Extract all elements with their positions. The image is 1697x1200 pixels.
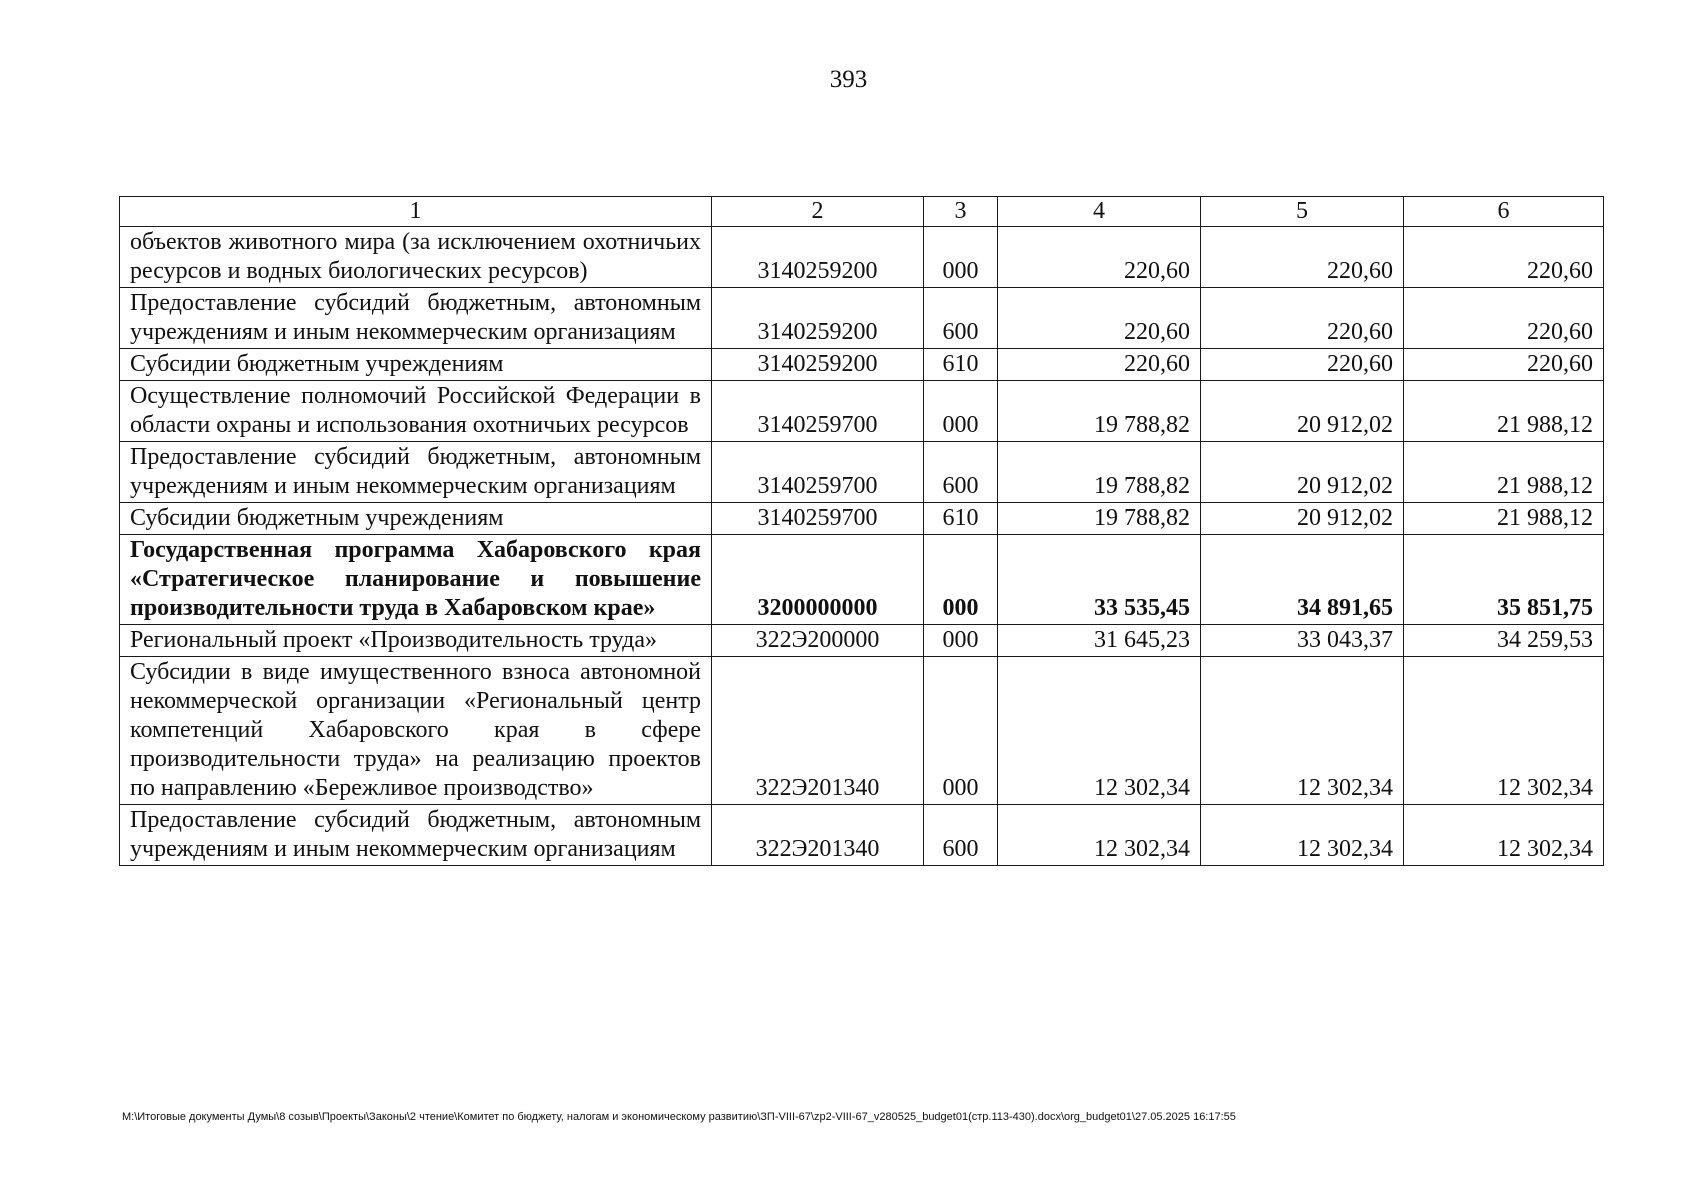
table-header-row: [120, 197, 1604, 227]
row-value-5: 34 891,65: [1201, 535, 1404, 625]
row-name: Предоставление субсидий бюджетным, автономным учреждениям и иным некоммерческим организациям: [120, 442, 712, 503]
row-value-5: 220,60: [1201, 227, 1404, 288]
row-value-5: 12 302,34: [1201, 805, 1404, 866]
row-code: 3140259200: [712, 349, 924, 381]
row-value-4: 12 302,34: [998, 657, 1201, 805]
row-value-4: 19 788,82: [998, 503, 1201, 535]
row-value-6: 220,60: [1404, 227, 1604, 288]
table-row: [120, 657, 1604, 805]
row-value-6: 12 302,34: [1404, 805, 1604, 866]
row-value-6: 21 988,12: [1404, 503, 1604, 535]
page-number: 393: [829, 66, 868, 93]
table-row: [120, 288, 1604, 349]
row-code: 322Э201340: [712, 657, 924, 805]
column-header: 5: [1201, 197, 1404, 227]
column-header: 6: [1404, 197, 1604, 227]
row-value-4: 12 302,34: [998, 805, 1201, 866]
row-name: Субсидии в виде имущественного взноса автономной некоммерческой организации «Региональный центр компетенций Хабаровского края в сфере производительности труда» на реализацию проектов по направлению «Бережливое производство»: [120, 657, 712, 805]
row-name: Региональный проект «Производительность труда»: [120, 625, 712, 657]
row-type: 600: [924, 288, 998, 349]
row-code: 3200000000: [712, 535, 924, 625]
row-value-4: 220,60: [998, 349, 1201, 381]
row-type: 600: [924, 442, 998, 503]
row-value-6: 21 988,12: [1404, 442, 1604, 503]
table-row: [120, 442, 1604, 503]
column-header: 4: [998, 197, 1201, 227]
row-value-6: 220,60: [1404, 349, 1604, 381]
column-header: 3: [924, 197, 998, 227]
row-name: Предоставление субсидий бюджетным, автономным учреждениям и иным некоммерческим организациям: [120, 288, 712, 349]
row-value-4: 33 535,45: [998, 535, 1201, 625]
row-type: 000: [924, 657, 998, 805]
table-row: [120, 349, 1604, 381]
row-name: Субсидии бюджетным учреждениям: [120, 349, 712, 381]
row-value-5: 12 302,34: [1201, 657, 1404, 805]
row-value-5: 220,60: [1201, 349, 1404, 381]
row-type: 600: [924, 805, 998, 866]
row-code: 3140259700: [712, 442, 924, 503]
row-name: Предоставление субсидий бюджетным, автономным учреждениям и иным некоммерческим организациям: [120, 805, 712, 866]
budget-table: [119, 196, 1604, 866]
row-value-6: 12 302,34: [1404, 657, 1604, 805]
table-row: [120, 503, 1604, 535]
table-row-program: [120, 535, 1604, 625]
row-value-6: 35 851,75: [1404, 535, 1604, 625]
row-value-4: 220,60: [998, 227, 1201, 288]
table-row: [120, 625, 1604, 657]
row-value-5: 220,60: [1201, 288, 1404, 349]
row-code: 322Э200000: [712, 625, 924, 657]
row-code: 3140259700: [712, 381, 924, 442]
row-value-6: 21 988,12: [1404, 381, 1604, 442]
row-name: Государственная программа Хабаровского края «Стратегическое планирование и повышение производительности труда в Хабаровском крае»: [120, 535, 712, 625]
row-type: 610: [924, 349, 998, 381]
row-value-6: 220,60: [1404, 288, 1604, 349]
row-name: Осуществление полномочий Российской Федерации в области охраны и использования охотничьих ресурсов: [120, 381, 712, 442]
table-row: [120, 381, 1604, 442]
row-value-4: 31 645,23: [998, 625, 1201, 657]
column-header: 1: [120, 197, 712, 227]
column-header: 2: [712, 197, 924, 227]
row-type: 000: [924, 535, 998, 625]
row-type: 000: [924, 381, 998, 442]
row-value-6: 34 259,53: [1404, 625, 1604, 657]
row-type: 000: [924, 625, 998, 657]
row-name: объектов животного мира (за исключением охотничьих ресурсов и водных биологических ресурсов): [120, 227, 712, 288]
table-row: [120, 805, 1604, 866]
row-value-4: 220,60: [998, 288, 1201, 349]
row-name: Субсидии бюджетным учреждениям: [120, 503, 712, 535]
row-code: 3140259200: [712, 227, 924, 288]
row-code: 322Э201340: [712, 805, 924, 866]
row-value-4: 19 788,82: [998, 381, 1201, 442]
row-value-4: 19 788,82: [998, 442, 1201, 503]
table-row: [120, 227, 1604, 288]
row-value-5: 20 912,02: [1201, 442, 1404, 503]
row-type: 610: [924, 503, 998, 535]
row-value-5: 33 043,37: [1201, 625, 1404, 657]
footer-file-path: M:\Итоговые документы Думы\8 созыв\Проекты\Законы\2 чтение\Комитет по бюджету, налогам и экономическому развитию\ЗП-VIII-67\zp2-VIII-67_v280525_budget01(стр.113-430).docx\org_budget01\27.05.2025 16:17:55: [122, 1111, 1236, 1123]
row-value-5: 20 912,02: [1201, 503, 1404, 535]
row-code: 3140259200: [712, 288, 924, 349]
row-value-5: 20 912,02: [1201, 381, 1404, 442]
row-type: 000: [924, 227, 998, 288]
row-code: 3140259700: [712, 503, 924, 535]
